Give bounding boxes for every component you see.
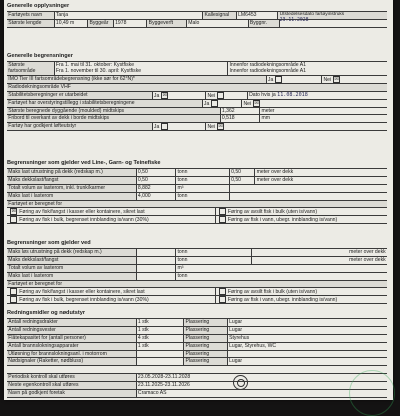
stab-label: Stabilitetsberegninger er utarbeidet — [7, 92, 153, 99]
freeboard-label: Fribord til overkant av dekk i borde midtskips — [7, 115, 221, 122]
catch-row-extra-unit: meter over dekk — [256, 169, 294, 175]
yard-value: Malo — [187, 20, 249, 27]
length-value: 10,49 m — [55, 20, 89, 27]
periodic-label: Periodisk kontroll skal utføres — [7, 374, 137, 381]
yard-label: Byggeverft — [147, 20, 187, 27]
periodic-value: 23.05.2028-23.11.2028 — [137, 374, 191, 380]
imo-label: IMO Tier III fartsområdebegrensning (ikke sør for 62°N)* — [7, 76, 267, 83]
stab-extra-ja-cell: Ja — [203, 100, 243, 107]
catch-row-unit: tonn — [176, 177, 230, 184]
safety-row-place: Lugar — [229, 358, 243, 365]
section-title-limits: Generelle begrensninger — [7, 53, 73, 59]
length-label: Største lengde — [7, 20, 55, 27]
lifting-nei-checkbox[interactable]: ☒ — [218, 123, 223, 130]
catch-row-label: Totalt volum av lasterom, inkl. trunk/karmer — [7, 185, 137, 192]
safety-row-place: Lugar — [229, 319, 243, 325]
area-2: Innenfor radiodekningsområde A1 — [229, 68, 306, 75]
catch-opt1-checkbox[interactable]: ☒ — [11, 208, 17, 215]
moulded-value: 1,362 — [221, 108, 261, 115]
placement-label: Plassering — [184, 343, 228, 350]
safety-row-qty: 1 stk — [137, 343, 185, 350]
trawl-row-value — [137, 249, 177, 256]
safety-row-place: Styrehus — [229, 334, 250, 341]
cert-date: 23.11.2028 — [279, 17, 309, 23]
trawl-row-unit: tonn — [177, 272, 188, 279]
area-1: Innenfor radiodekningsområde A1 — [229, 62, 306, 68]
section-title-trawl: Begrensninger som gjelder ved — [7, 240, 91, 246]
section-title-safety: Redningsmidler og nødutstyr — [7, 310, 86, 316]
trawl-opt1-cell: Føring av fisk/fangst i kasser eller kontainere, sikret last — [7, 288, 216, 295]
period-1: Fra 1. mai til 31. oktober: Kystfiske — [55, 62, 135, 68]
area-label: Største fartsområde — [7, 62, 55, 75]
moulded-label: Største beregnede dyggående (moulded) midtskips — [7, 108, 221, 115]
trawl-row-value — [137, 273, 177, 280]
catch-row-value: 8,882 — [137, 185, 177, 192]
trawl-row-label: Maks last i lasterom — [7, 273, 137, 280]
year-label: Byggeår — [88, 20, 114, 27]
lifting-ja-checkbox[interactable] — [161, 123, 168, 130]
buildno-label: Byggnr. — [249, 20, 281, 27]
lifting-label: Fartøy har godkjent løfteutstyr — [7, 123, 153, 130]
trawl-row-label: Maks løs utrustning på dekk (redskap m.) — [7, 249, 137, 256]
freeboard-value: 0,518 — [221, 115, 261, 122]
catch-row-unit: tonn — [176, 193, 230, 200]
freeboard-unit: mm — [261, 115, 270, 122]
stab-date: 11.08.2018 — [277, 91, 308, 98]
general-table — [7, 11, 387, 28]
catch-row-value: 0,50 — [137, 177, 177, 184]
moulded-unit: meter — [261, 107, 275, 114]
trawl-opt3-cell: Føring av fisk i bulk, begrenset innblanding is/vann (30%) — [7, 296, 216, 303]
imo-ja-checkbox[interactable] — [275, 76, 282, 83]
trawl-opt4-cell: Føring av fisk i vann, ubegr. innblanding is/vann) — [216, 296, 387, 303]
catch-row-extra: 0,50 — [230, 177, 256, 184]
safety-table — [7, 318, 387, 366]
catch-row-unit: m³ — [176, 185, 230, 192]
catch-opt3-checkbox[interactable] — [10, 216, 17, 223]
safety-row-label: Antall brannslokningsapparater — [7, 343, 137, 350]
safety-row-qty — [137, 351, 185, 358]
company-label: Navn på godkjent foretak — [7, 390, 137, 397]
call-sign: LM6453 — [237, 12, 279, 19]
placement-label: Plassering — [184, 358, 228, 365]
year-value: 1978 — [114, 20, 148, 27]
trawl-row-extra-unit: meter over dekk — [349, 249, 386, 255]
limits-table — [7, 61, 387, 131]
catch-row-extra-unit: meter over dekk — [256, 176, 294, 183]
trawl-row-unit: tonn — [176, 257, 252, 264]
imo-nei-checkbox[interactable]: ☒ — [334, 76, 339, 82]
stamp-icon — [349, 370, 395, 416]
trawl-row-extra-unit: meter over dekk — [349, 256, 386, 263]
trawl-row-label: Totalt volum av lasterom — [7, 265, 137, 272]
document-page — [4, 0, 393, 400]
safety-row-place — [228, 351, 387, 358]
safety-row-place: Lugar, Styrehus, WC — [229, 342, 277, 349]
lifting-ja-cell: Ja — [153, 123, 207, 130]
company-value: Cramaco AS — [137, 389, 167, 396]
catch-row-label: Maks last utrustning på dekk (redskap m.) — [7, 169, 137, 176]
vessel-name-label: Fartøyets navn — [7, 12, 55, 19]
catch-opt2-checkbox[interactable] — [219, 208, 226, 215]
catch-row-extra: 0,50 — [230, 169, 256, 176]
catch-row-label: Maks dekkslast/fangst — [7, 177, 137, 184]
placement-label: Plassering — [184, 335, 228, 342]
trawl-row-unit: tonn — [176, 249, 252, 256]
trawl-opt3-checkbox[interactable] — [10, 296, 17, 303]
catch-opt1-cell: ☒ Føring av fisk/fangst i kasser eller kontainere, sikret last — [7, 208, 216, 215]
imo-nei-cell: Nei ☒ — [323, 76, 339, 83]
placement-label: Plassering — [184, 319, 228, 326]
lifting-nei-cell: Nei ☒ — [207, 123, 223, 131]
trawl-row-value — [137, 265, 177, 272]
catch-opt4-cell: Føring av fisk i vann, ubegr. innblanding is/vann) — [216, 216, 387, 223]
safety-row-qty: 4 stk — [137, 335, 185, 342]
trawl-opt1-checkbox[interactable] — [10, 288, 17, 295]
vessel-name: Tanja — [55, 12, 204, 19]
trawl-approved-label: Fartøyet er beregnet for — [7, 281, 387, 288]
safety-row-label: Antall redningsdrakter — [7, 319, 137, 326]
catch-row-value: 0,50 — [137, 169, 177, 176]
placement-label: Plassering — [184, 327, 228, 334]
catch-opt4-checkbox[interactable] — [219, 216, 226, 223]
imo-ja-cell: Ja — [267, 76, 323, 83]
self-check-value: 23.11.2025-23.11.2026 — [137, 381, 190, 388]
catch-table — [7, 168, 387, 224]
safety-row-label: Utløsning for brannslokningsanl. i motorrom — [7, 351, 137, 358]
trawl-row-value — [137, 257, 177, 264]
section-title-general: Generelle opplysninger — [7, 3, 70, 9]
control-table — [7, 373, 387, 398]
section-title-catch: Begrensninger som gjelder ved Line-, Garn- og Teinefiske — [7, 160, 161, 166]
period-cell — [55, 62, 229, 75]
safety-row-label: Flåtekapasitet for (antall personer) — [7, 335, 137, 342]
stab-extra-ja-checkbox[interactable] — [211, 100, 218, 107]
safety-row-qty: 1 stk — [137, 327, 185, 334]
catch-row-empty — [230, 193, 387, 200]
stab-extra-nei-checkbox[interactable]: ☒ — [254, 99, 259, 106]
stab-nei-cell: Nei — [206, 92, 248, 99]
trawl-opt2-cell: Føring av avsilt fisk i bulk (uten is/vann) — [216, 288, 387, 295]
placement-label: Plassering — [184, 351, 228, 358]
stab-extra-nei-cell: Nei ☒ — [243, 99, 259, 107]
area-cell — [228, 62, 387, 75]
safety-row-qty: 1 stk — [137, 319, 185, 326]
stab-nei-checkbox[interactable] — [217, 92, 224, 99]
catch-row-label: Maks last i lasterom — [7, 193, 137, 200]
cert-date-label: Utstedelsesdato fartøyinstruks — [279, 12, 345, 17]
catch-row-value: 4,000 — [137, 193, 177, 200]
call-sign-label: Kallesignal — [203, 12, 237, 19]
trawl-row-label: Maks dekkslast/fangst — [7, 257, 137, 264]
safety-row-label: Nødsignaler (Raketter, nødbluss) — [7, 358, 137, 365]
vhf-label: Radiodekningsområde VHF — [7, 84, 387, 91]
stab-ja-cell: Ja ☒ — [153, 92, 207, 99]
trawl-table — [7, 248, 387, 304]
period-2: Fra 1. november til 30. april: Kystfiske — [55, 68, 142, 75]
stab-date-cell: Dato hvis ja 11.08.2018 — [249, 91, 308, 98]
trawl-row-unit: m³ — [177, 264, 184, 271]
catch-opt3-cell: Føring av fisk i bulk, begrenset innblanding is/vann (30%) — [7, 216, 216, 223]
agency-logo-icon — [233, 375, 248, 390]
stab-ja-checkbox[interactable]: ☒ — [162, 91, 168, 98]
catch-opt2-cell: Føring av avsilt fisk i bulk (uten is/vann) — [216, 208, 387, 215]
stab-extra-label: Fartøyet har overstyringstillegg i stabilitetsberegningene — [7, 100, 203, 107]
trawl-opt4-checkbox[interactable] — [219, 296, 226, 303]
catch-approved-label: Fartøyet er beregnet for — [7, 201, 387, 208]
catch-row-empty — [230, 185, 387, 192]
self-check-label: Neste egenkontroll skal utføres — [7, 382, 137, 389]
catch-row-unit: tonn — [176, 169, 230, 176]
safety-row-place: Lugar — [229, 326, 243, 333]
safety-row-qty — [137, 358, 185, 365]
trawl-opt2-checkbox[interactable] — [219, 288, 226, 295]
safety-row-label: Antall redningsvester — [7, 327, 137, 334]
cert-date-cell — [278, 12, 387, 23]
